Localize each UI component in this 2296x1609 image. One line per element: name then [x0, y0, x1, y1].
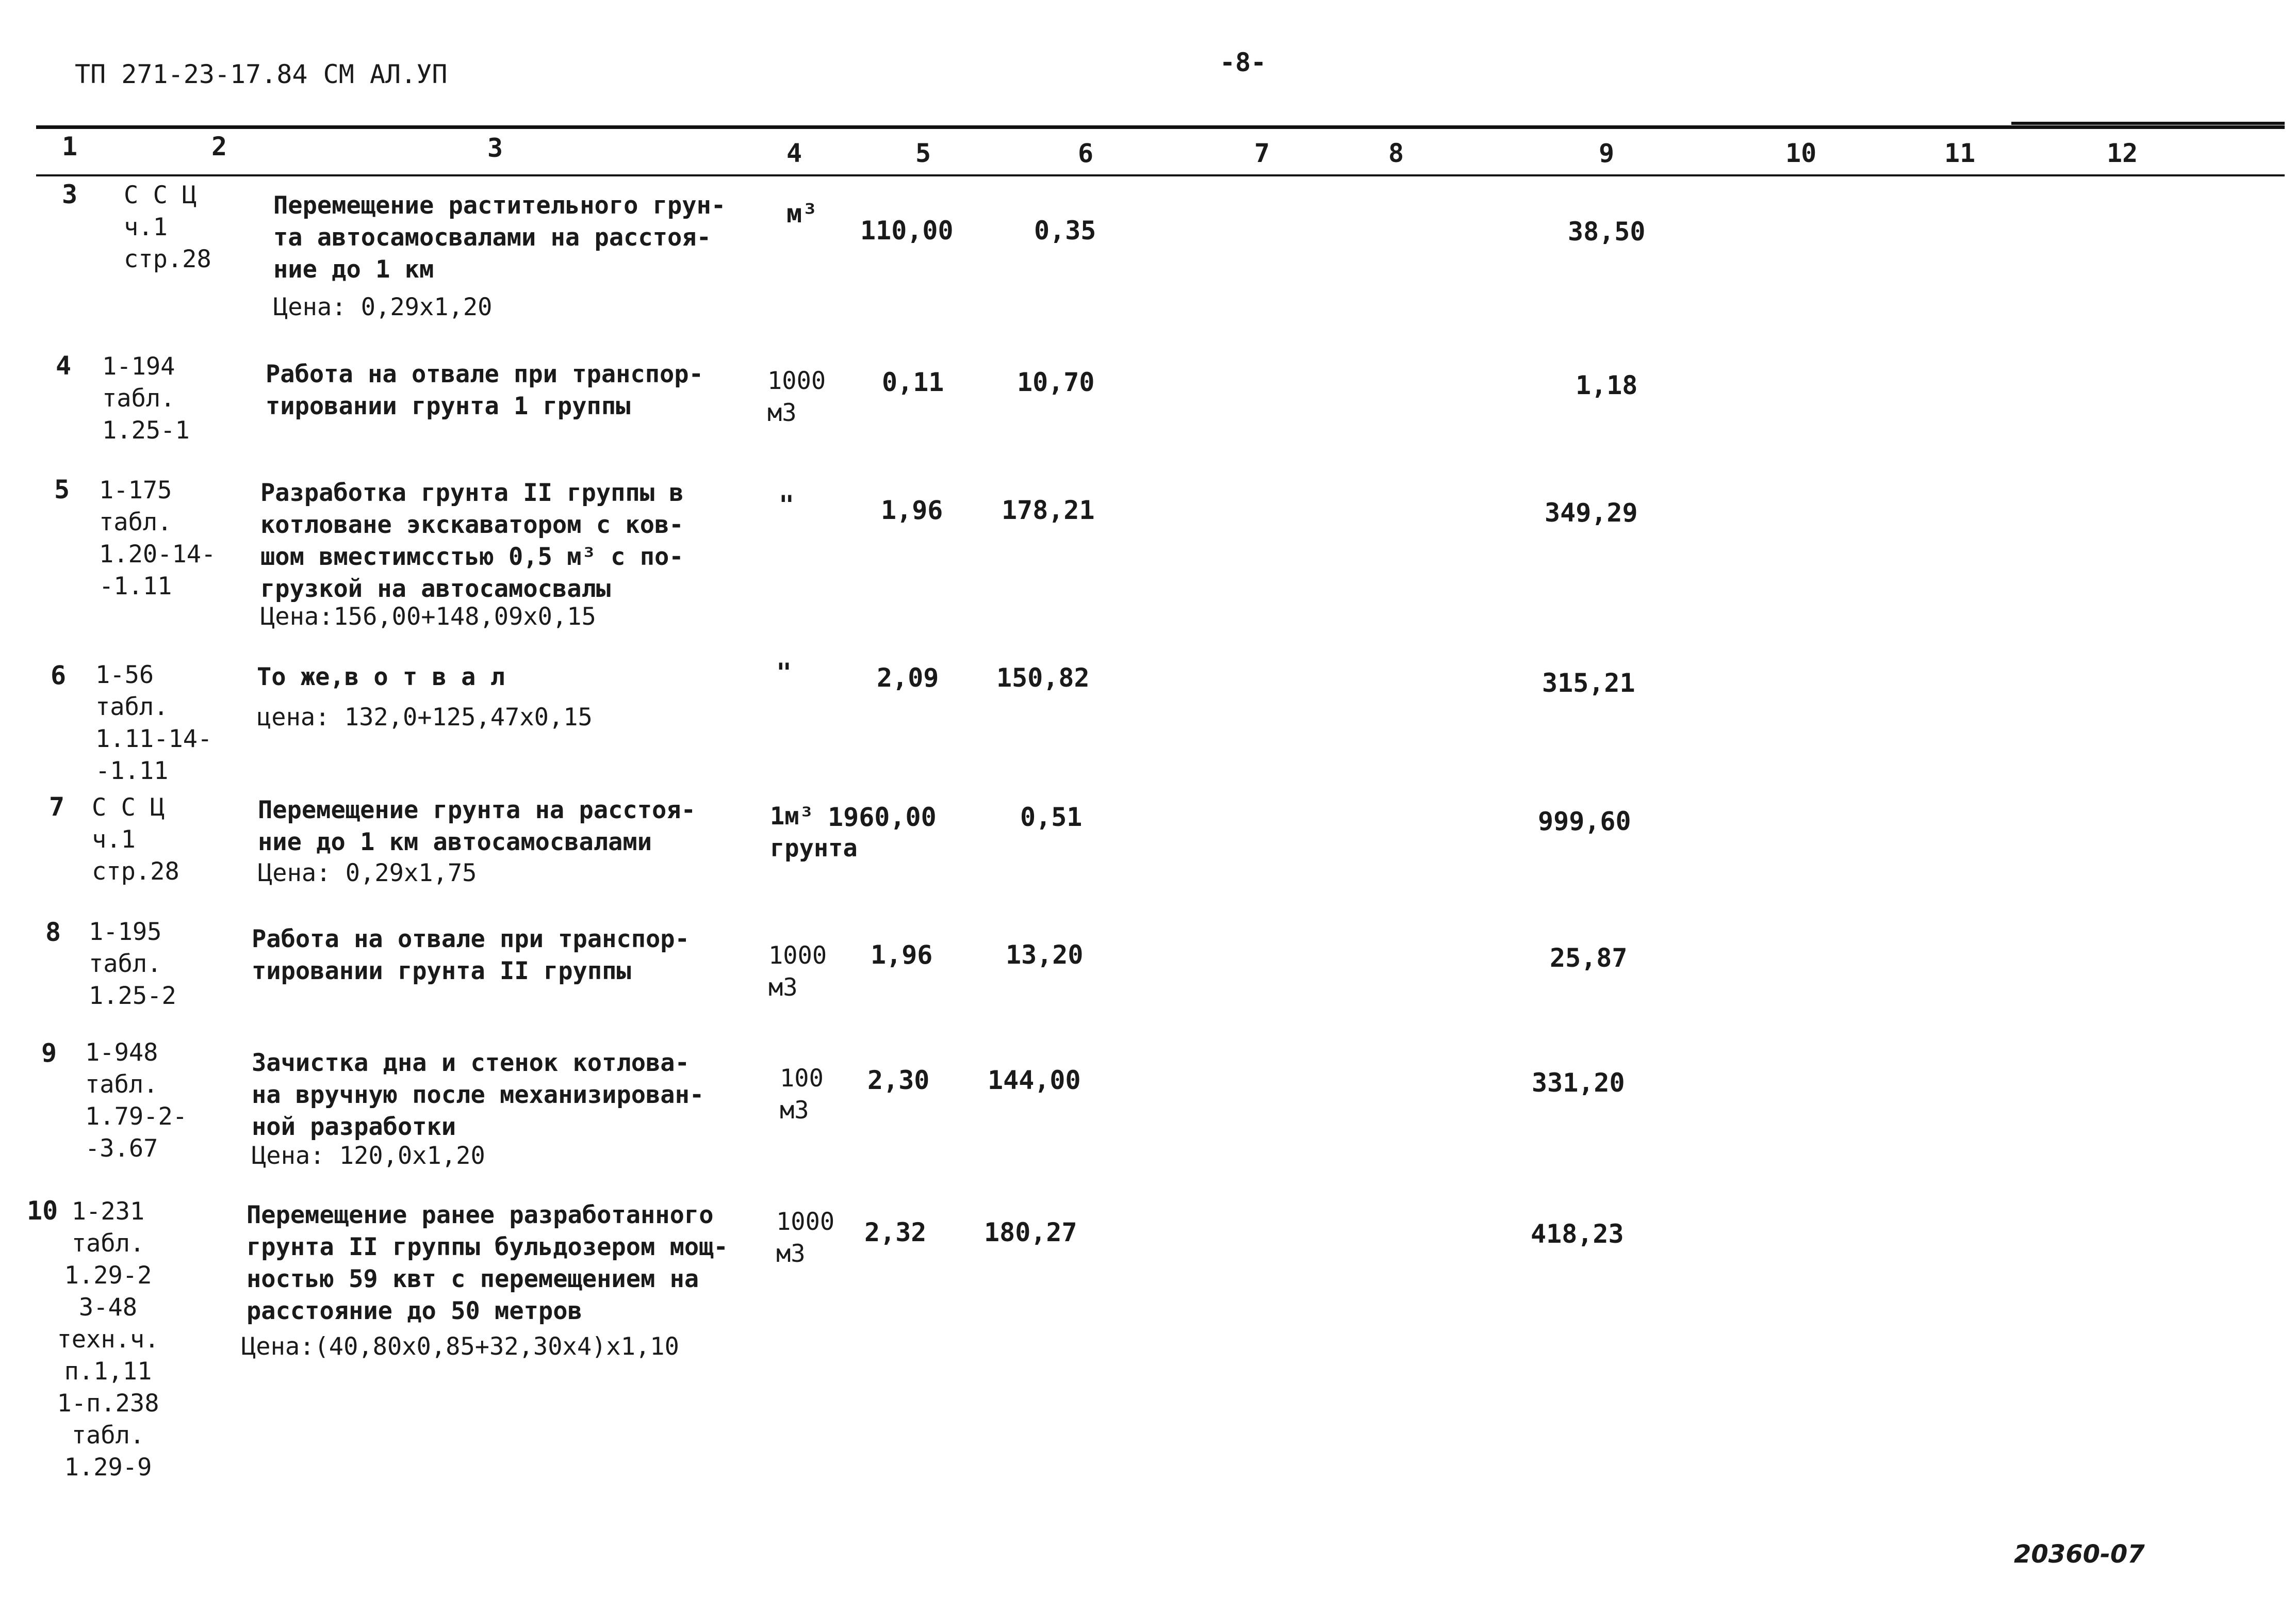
row-reference: С С Ц ч.1 стр.28 — [92, 793, 179, 886]
row-reference: С С Ц ч.1 стр.28 — [124, 181, 211, 273]
column-header: 2 — [211, 132, 227, 161]
column-header: 8 — [1388, 138, 1404, 168]
row-unit: 1000 м3 — [767, 367, 826, 427]
row-quantity: 1,96 — [881, 495, 943, 525]
row-unit-rate: 0,35 — [1034, 216, 1096, 246]
row-quantity: 0,11 — [882, 367, 944, 397]
row-unit: м³ — [786, 199, 818, 229]
row-price: Цена: 0,29х1,75 — [258, 859, 477, 887]
row-reference: 1-948 табл. 1.79-2- -3.67 — [85, 1038, 188, 1163]
row-description: Перемещение ранее разработанного грунта II группы бульдозером мощ- ностью 59 квт с перемещением на расстояние до 50 метров — [247, 1201, 728, 1325]
row-number: 8 — [45, 917, 61, 947]
row-price: Цена: 0,29х1,20 — [273, 293, 493, 321]
row-reference: 1-194 табл. 1.25-1 — [102, 352, 190, 445]
row-description: То же,в о т в а л — [257, 663, 505, 691]
row-price: Цена:(40,80х0,85+32,30х4)х1,10 — [241, 1332, 679, 1361]
row-description: Зачистка дна и стенок котлова- на вручную после механизирован- ной разработки — [252, 1049, 704, 1141]
row-unit: " — [776, 658, 792, 688]
row-total: 331,20 — [1532, 1068, 1625, 1098]
column-header: 4 — [786, 138, 802, 168]
row-reference: 1-56 табл. 1.11-14- -1.11 — [95, 661, 212, 785]
row-unit-rate: 150,82 — [996, 663, 1090, 693]
archive-stamp: 20360-07 — [2014, 1540, 2145, 1569]
column-header: 5 — [915, 138, 931, 168]
row-description: Работа на отвале при транспор- тировании грунта 1 группы — [266, 360, 703, 420]
row-quantity: 110,00 — [860, 216, 954, 246]
row-quantity: 2,09 — [877, 663, 939, 693]
row-unit: 100 м3 — [780, 1064, 824, 1125]
column-header: 3 — [487, 133, 503, 163]
column-header: 1 — [62, 132, 78, 161]
row-description: Разработка грунта II группы в котловане экскаватором с ков- шом вместимсстью 0,5 м³ с по- грузкой на автосамосвалы — [260, 479, 684, 603]
row-unit: " — [779, 490, 795, 520]
row-reference: 1-195 табл. 1.25-2 — [89, 918, 176, 1010]
row-number: 6 — [51, 660, 67, 690]
row-number: 5 — [54, 475, 70, 505]
row-price: цена: 132,0+125,47х0,15 — [257, 703, 593, 732]
row-unit-rate: 0,51 — [1020, 802, 1083, 832]
row-unit: 1000 м3 — [768, 941, 827, 1002]
row-total: 25,87 — [1550, 943, 1628, 973]
column-header: 9 — [1599, 138, 1615, 168]
row-reference: 1-175 табл. 1.20-14- -1.11 — [99, 476, 216, 600]
row-description: Перемещение растительного грун- та автосамосвалами на расстоя- ние до 1 км — [273, 191, 726, 284]
row-quantity: 1960,00 — [828, 802, 937, 832]
row-number: 4 — [56, 351, 72, 381]
row-unit: 1м³ грунта — [770, 802, 858, 863]
row-total: 349,29 — [1545, 498, 1638, 528]
column-header: 11 — [1944, 138, 1976, 168]
row-unit-rate: 180,27 — [984, 1217, 1077, 1247]
row-total: 38,50 — [1568, 217, 1646, 247]
page-number: -8- — [1220, 47, 1267, 77]
row-total: 999,60 — [1538, 806, 1631, 836]
row-number: 9 — [41, 1038, 57, 1068]
row-total: 418,23 — [1531, 1219, 1624, 1249]
row-description: Работа на отвале при транспор- тировании грунта II группы — [252, 925, 690, 985]
row-total: 315,21 — [1542, 668, 1635, 698]
row-price: Цена: 120,0х1,20 — [252, 1142, 485, 1170]
column-header: 12 — [2107, 138, 2138, 168]
column-header: 7 — [1254, 138, 1270, 168]
document-code: ТП 271-23-17.84 СМ АЛ.УП — [75, 59, 448, 89]
row-unit-rate: 178,21 — [1002, 495, 1095, 525]
row-quantity: 2,30 — [867, 1065, 930, 1095]
row-unit: 1000 м3 — [776, 1208, 835, 1268]
row-description: Перемещение грунта на расстоя- ние до 1 км автосамосвалами — [258, 796, 696, 856]
row-unit-rate: 10,70 — [1017, 367, 1095, 397]
row-quantity: 2,32 — [864, 1217, 927, 1247]
table-top-rule — [36, 125, 2285, 129]
row-number: 3 — [62, 180, 78, 209]
row-quantity: 1,96 — [871, 940, 933, 970]
row-price: Цена:156,00+148,09х0,15 — [260, 603, 596, 631]
row-reference: 1-231 табл. 1.29-2 3-48 техн.ч. п.1,11 1-п.238 табл. 1.29-9 — [57, 1197, 159, 1482]
row-unit-rate: 13,20 — [1006, 940, 1084, 970]
table-top-rule-edge — [2011, 122, 2285, 125]
column-header: 10 — [1785, 138, 1817, 168]
row-total: 1,18 — [1576, 370, 1638, 400]
column-header: 6 — [1078, 138, 1094, 168]
row-number: 7 — [49, 792, 65, 822]
table-header-rule — [36, 174, 2285, 176]
row-number: 10 — [27, 1196, 58, 1226]
row-unit-rate: 144,00 — [988, 1065, 1081, 1095]
